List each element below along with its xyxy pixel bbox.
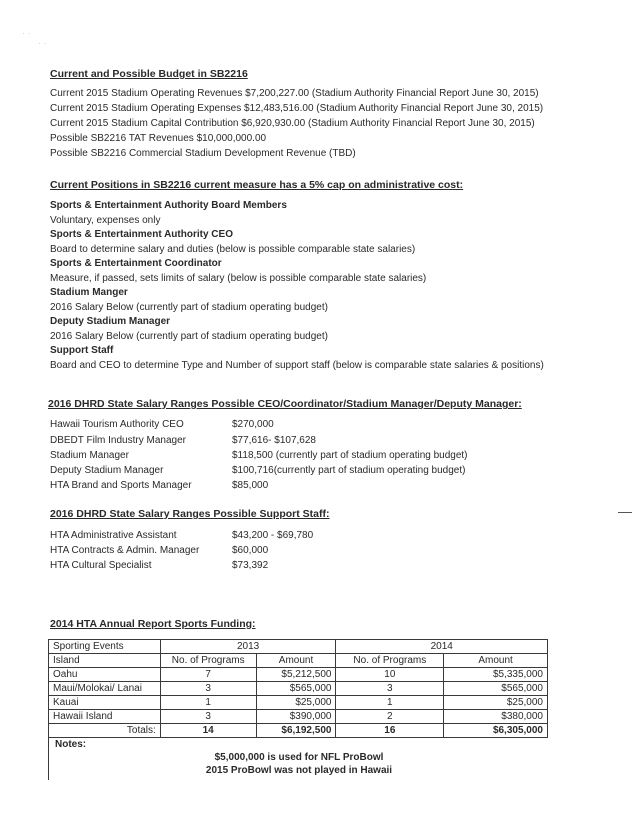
position-title: Support Staff xyxy=(50,345,114,356)
amount-total: $6,192,500 xyxy=(256,724,336,738)
position-title: Sports & Entertainment Authority CEO xyxy=(50,229,233,240)
position-desc: 2016 Salary Below (currently part of stadium operating budget) xyxy=(50,302,328,313)
programs-cell: 3 xyxy=(160,710,256,724)
notes-box xyxy=(48,738,549,780)
support-label: HTA Cultural Specialist xyxy=(50,560,152,571)
support-value: $60,000 xyxy=(232,545,269,556)
position-desc: Voluntary, expenses only xyxy=(50,215,161,226)
programs-cell: 1 xyxy=(160,696,256,710)
budget-line: Current 2015 Stadium Operating Expenses $12,483,516.00 (Stadium Authority Financial Report June 30, 2015) xyxy=(50,103,544,114)
amount-cell: $25,000 xyxy=(444,696,548,710)
salary-support-heading: 2016 DHRD State Salary Ranges Possible Support Staff: xyxy=(50,508,330,520)
budget-line: Current 2015 Stadium Capital Contribution $6,920,930.00 (Stadium Authority Financial Report June 30, 2015) xyxy=(50,118,535,129)
programs-cell: 2 xyxy=(336,710,444,724)
salary-value: $77,616- $107,628 xyxy=(232,435,316,446)
table-row xyxy=(49,696,548,710)
year-2013-header: 2013 xyxy=(160,640,336,654)
position-title: Sports & Entertainment Coordinator xyxy=(50,258,222,269)
table-row xyxy=(49,668,548,682)
amount-cell: $565,000 xyxy=(444,682,548,696)
amount-cell: $390,000 xyxy=(256,710,336,724)
scan-speck: · · xyxy=(38,38,47,48)
amount-total: $6,305,000 xyxy=(444,724,548,738)
programs-cell: 3 xyxy=(160,682,256,696)
salary-label: DBEDT Film Industry Manager xyxy=(50,435,186,446)
totals-label: Totals: xyxy=(49,724,161,738)
support-value: $73,392 xyxy=(232,560,269,571)
positions-heading: Current Positions in SB2216 current measure has a 5% cap on administrative cost: xyxy=(50,179,464,191)
table-subheader-row xyxy=(49,654,548,668)
island-cell: Kauai xyxy=(49,696,161,710)
salary-label: Hawaii Tourism Authority CEO xyxy=(50,419,184,430)
year-2014-header: 2014 xyxy=(336,640,548,654)
salary-label: Deputy Stadium Manager xyxy=(50,465,164,476)
salary-label: HTA Brand and Sports Manager xyxy=(50,480,192,491)
budget-heading: Current and Possible Budget in SB2216 xyxy=(50,68,248,80)
position-desc: Board and CEO to determine Type and Number of support staff (below is comparable state salaries & positions) xyxy=(50,360,544,371)
salary-value: $270,000 xyxy=(232,419,274,430)
programs-cell: 1 xyxy=(336,696,444,710)
programs-total: 16 xyxy=(336,724,444,738)
sporting-events-header: Sporting Events xyxy=(49,640,161,654)
note-line: $5,000,000 is used for NFL ProBowl xyxy=(214,752,384,763)
position-title: Stadium Manger xyxy=(50,287,128,298)
budget-line: Current 2015 Stadium Operating Revenues $7,200,227.00 (Stadium Authority Financial Report June 30, 2015) xyxy=(50,88,539,99)
amount-cell: $5,212,500 xyxy=(256,668,336,682)
island-cell: Maui/Molokai/ Lanai xyxy=(49,682,161,696)
salary-label: Stadium Manager xyxy=(50,450,129,461)
support-value: $43,200 - $69,780 xyxy=(232,530,314,541)
table-row xyxy=(49,682,548,696)
note-line: 2015 ProBowl was not played in Hawaii xyxy=(205,765,393,776)
salary-ceo-heading: 2016 DHRD State Salary Ranges Possible CEO/Coordinator/Stadium Manager/Deputy Manager: xyxy=(48,398,522,410)
scan-edge-mark xyxy=(618,512,632,513)
island-header: Island xyxy=(49,654,161,668)
salary-value: $118,500 (currently part of stadium operating budget) xyxy=(232,450,468,461)
scan-speck: · · xyxy=(22,28,31,38)
budget-line: Possible SB2216 TAT Revenues $10,000,000.00 xyxy=(50,133,267,144)
amount-header: Amount xyxy=(444,654,548,668)
programs-cell: 10 xyxy=(336,668,444,682)
totals-row xyxy=(49,724,548,738)
amount-cell: $380,000 xyxy=(444,710,548,724)
amount-header: Amount xyxy=(256,654,336,668)
position-title: Deputy Stadium Manager xyxy=(50,316,171,327)
amount-cell: $565,000 xyxy=(256,682,336,696)
support-label: HTA Administrative Assistant xyxy=(50,530,177,541)
table-header-row xyxy=(49,640,548,654)
budget-line: Possible SB2216 Commercial Stadium Development Revenue (TBD) xyxy=(50,148,356,159)
programs-cell: 3 xyxy=(336,682,444,696)
table-row xyxy=(49,710,548,724)
salary-value: $85,000 xyxy=(232,480,269,491)
programs-total: 14 xyxy=(160,724,256,738)
position-desc: Measure, if passed, sets limits of salary (below is possible comparable state salaries) xyxy=(50,273,427,284)
programs-cell: 7 xyxy=(160,668,256,682)
programs-header: No. of Programs xyxy=(160,654,256,668)
funding-heading: 2014 HTA Annual Report Sports Funding: xyxy=(50,618,256,630)
island-cell: Oahu xyxy=(49,668,161,682)
funding-table xyxy=(48,639,548,738)
position-desc: Board to determine salary and duties (below is possible comparable state salaries) xyxy=(50,244,416,255)
amount-cell: $5,335,000 xyxy=(444,668,548,682)
amount-cell: $25,000 xyxy=(256,696,336,710)
island-cell: Hawaii Island xyxy=(49,710,161,724)
position-title: Sports & Entertainment Authority Board Members xyxy=(50,200,287,211)
programs-header: No. of Programs xyxy=(336,654,444,668)
position-desc: 2016 Salary Below (currently part of stadium operating budget) xyxy=(50,331,328,342)
support-label: HTA Contracts & Admin. Manager xyxy=(50,545,200,556)
notes-label: Notes: xyxy=(55,739,87,750)
salary-value: $100,716(currently part of stadium operating budget) xyxy=(232,465,466,476)
